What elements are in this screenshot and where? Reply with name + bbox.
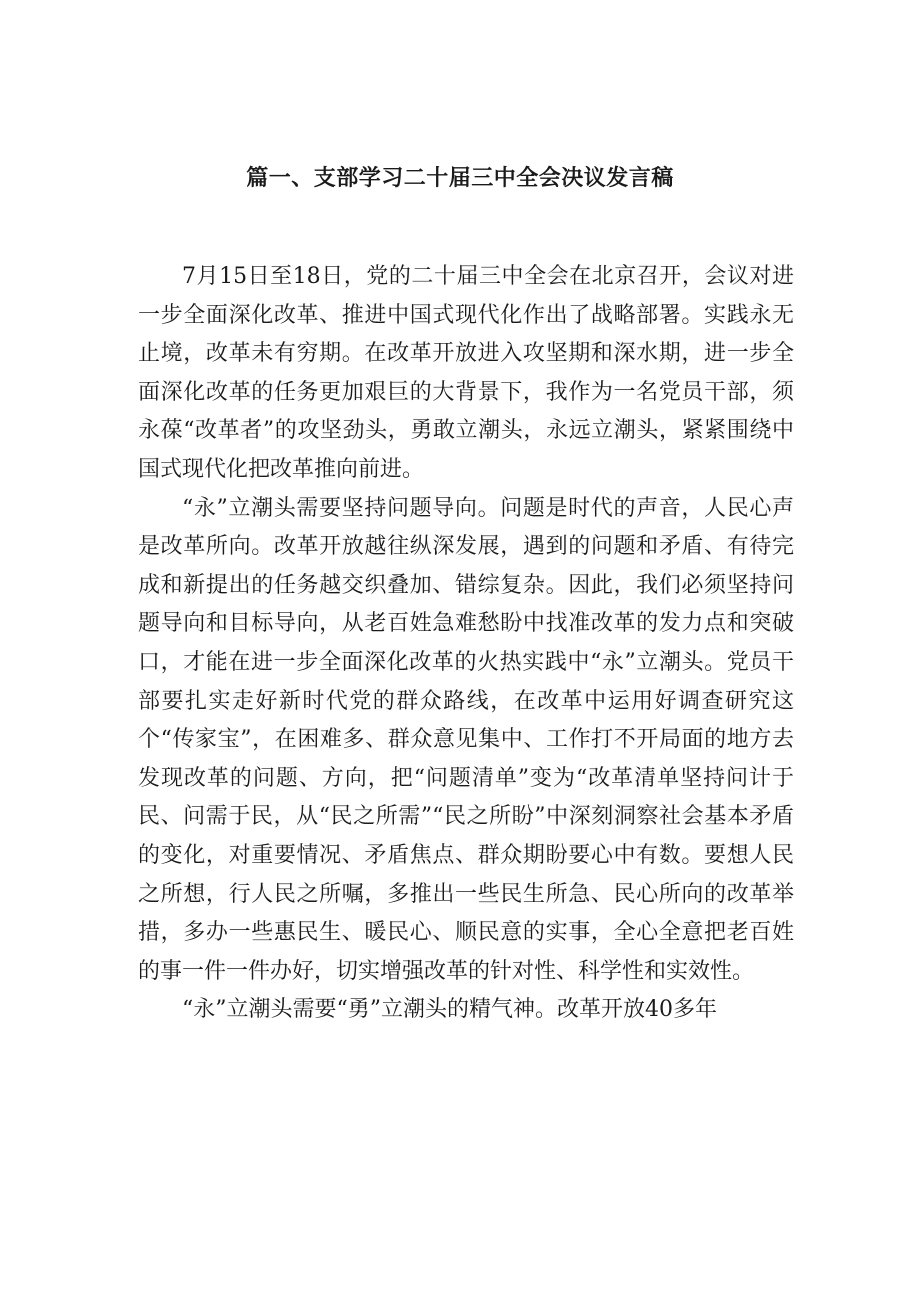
document-body — [138, 258, 794, 1030]
paragraph-1: 7月15日至18日，党的二十届三中全会在北京召开，会议对进一步全面深化改革、推进中国式现代化作出了战略部署。实践永无止境，改革未有穷期。在改革开放进入攻坚期和深水期，进一步全面深化改革的任务更加艰巨的大背景下，我作为一名党员干部，须永葆“改革者”的攻坚劲头，勇敢立潮头，永远立潮头，紧紧围绕中国式现代化把改革推向前进。 — [138, 264, 794, 482]
paragraph-2: “永”立潮头需要坚持问题导向。问题是时代的声音，人民心声是改革所向。改革开放越往纵深发展，遇到的问题和矛盾、有待完成和新提出的任务越交织叠加、错综复杂。因此，我们必须坚持问题导向和目标导向，从老百姓急难愁盼中找准改革的发力点和突破口，才能在进一步全面深化改革的火热实践中“永”立潮头。党员干部要扎实走好新时代党的群众路线，在改革中运用好调查研究这个“传家宝”，在困难多、群众意见集中、工作打不开局面的地方去发现改革的问题、方向，把“问题清单”变为“改革清单坚持问计于民、问需于民，从“民之所需”“民之所盼”中深刻洞察社会基本矛盾的变化，对重要情况、矛盾焦点、群众期盼要心中有数。要想人民之所想，行人民之所嘱，多推出一些民生所急、民心所向的改革举措，多办一些惠民生、暖民心、顺民意的实事，全心全意把老百姓的事一件一件办好，切实增强改革的针对性、科学性和实效性。 — [138, 495, 794, 984]
document-title: 篇一、支部学习二十届三中全会决议发言稿 — [246, 166, 674, 191]
paragraph-3: “永”立潮头需要“勇”立潮头的精气神。改革开放40多年 — [182, 997, 717, 1023]
